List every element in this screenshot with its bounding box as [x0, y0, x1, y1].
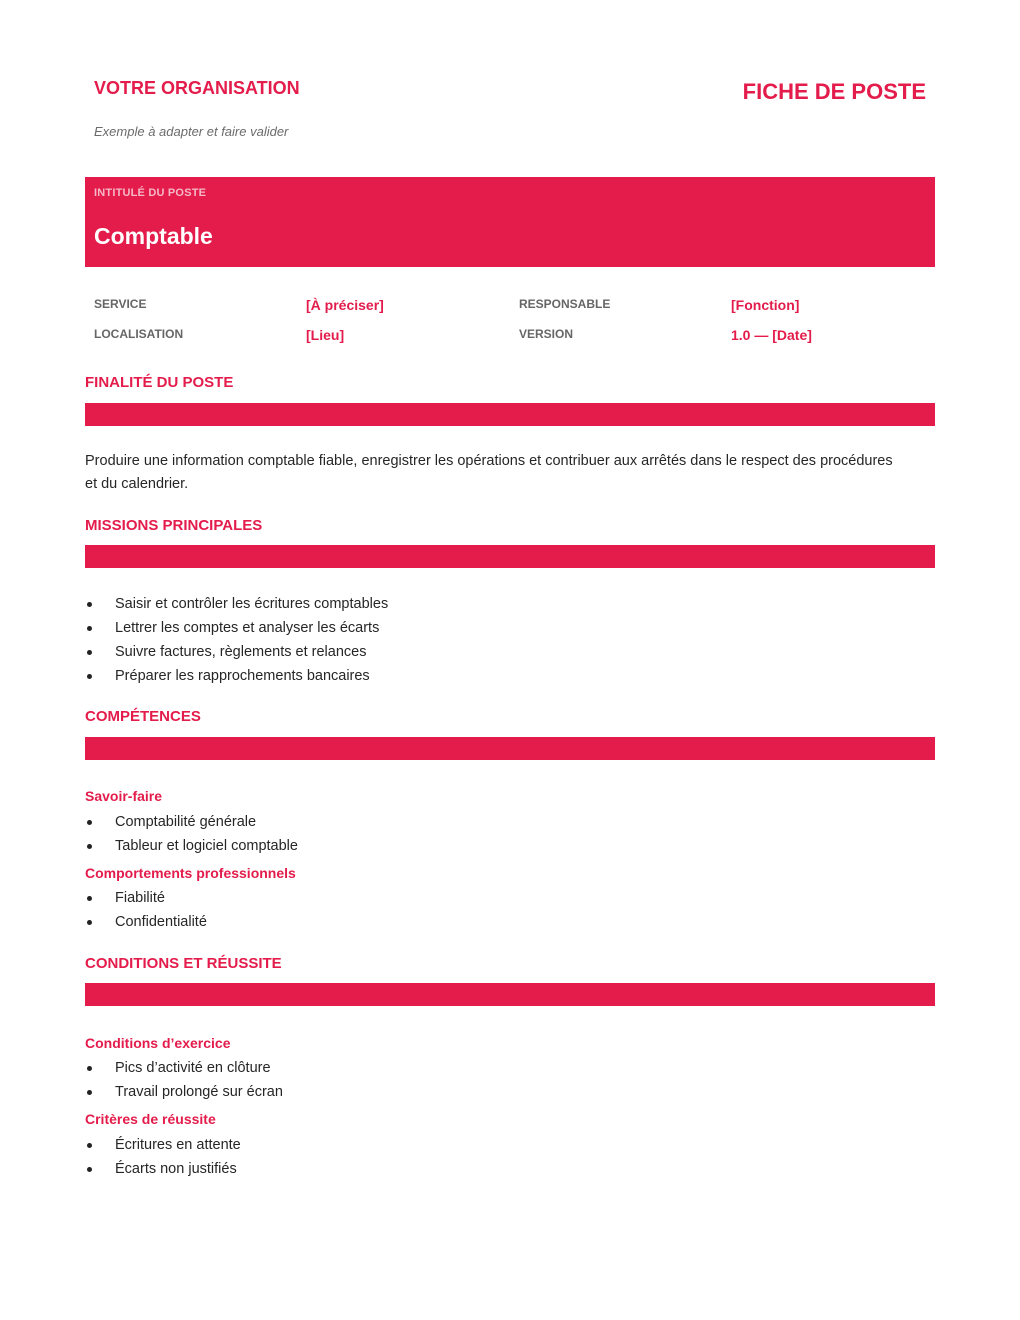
- bullet-icon: [87, 1066, 92, 1071]
- document-subtitle: Exemple à adapter et faire valider: [94, 124, 289, 139]
- bullet-icon: [87, 602, 92, 607]
- criteres-reussite-list: [85, 1133, 241, 1181]
- comportements-list: [85, 886, 207, 934]
- document-type-title: FICHE DE POSTE: [742, 79, 926, 104]
- list-item: Suivre factures, règlements et relances: [85, 640, 388, 664]
- bullet-icon: [87, 626, 92, 631]
- missions-section-bar: [85, 545, 935, 568]
- conditions-exercice-heading: Conditions d’exercice: [85, 1035, 231, 1051]
- criteres-reussite-heading: Critères de réussite: [85, 1111, 216, 1127]
- responsable-value: [Fonction]: [731, 297, 800, 313]
- comportements-heading: Comportements professionnels: [85, 865, 296, 881]
- list-item: Comptabilité générale: [85, 810, 298, 834]
- conditions-section-title: CONDITIONS ET RÉUSSITE: [85, 955, 282, 972]
- missions-section-title: MISSIONS PRINCIPALES: [85, 517, 263, 534]
- service-value: [À préciser]: [306, 297, 384, 313]
- bullet-icon: [87, 820, 92, 825]
- savoir-faire-list: [85, 810, 298, 858]
- bullet-icon: [87, 1167, 92, 1172]
- bullet-icon: [87, 896, 92, 901]
- version-label: VERSION: [519, 327, 574, 341]
- list-item: Travail prolongé sur écran: [85, 1080, 283, 1104]
- competences-section-bar: [85, 737, 935, 760]
- finalite-text: Produire une information comptable fiable, enregistrer les opérations et contribuer aux arrêtés dans le respect des procédures et du calendrier.: [85, 453, 893, 492]
- localisation-label: LOCALISATION: [94, 327, 184, 341]
- list-item: Écritures en attente: [85, 1133, 241, 1157]
- list-item: Écarts non justifiés: [85, 1157, 241, 1181]
- list-item: Lettrer les comptes et analyser les écarts: [85, 616, 388, 640]
- missions-list: [85, 592, 388, 688]
- job-title-banner: [85, 177, 935, 267]
- localisation-value: [Lieu]: [306, 327, 345, 343]
- list-item: Préparer les rapprochements bancaires: [85, 664, 388, 688]
- job-title-label: INTITULÉ DU POSTE: [94, 187, 207, 199]
- list-item: Fiabilité: [85, 886, 207, 910]
- responsable-label: RESPONSABLE: [519, 297, 611, 311]
- savoir-faire-heading: Savoir-faire: [85, 788, 163, 804]
- bullet-icon: [87, 1143, 92, 1148]
- bullet-icon: [87, 920, 92, 925]
- job-title: Comptable: [94, 223, 213, 249]
- finalite-section-bar: [85, 403, 935, 426]
- version-value: 1.0 — [Date]: [731, 327, 812, 343]
- service-label: SERVICE: [94, 297, 147, 311]
- finalite-section-title: FINALITÉ DU POSTE: [85, 374, 234, 391]
- bullet-icon: [87, 1090, 92, 1095]
- conditions-section-bar: [85, 983, 935, 1006]
- conditions-exercice-list: [85, 1056, 283, 1104]
- organization-name: VOTRE ORGANISATION: [94, 78, 300, 98]
- bullet-icon: [87, 674, 92, 679]
- list-item: Saisir et contrôler les écritures comptables: [85, 592, 388, 616]
- list-item: Pics d’activité en clôture: [85, 1056, 283, 1080]
- bullet-icon: [87, 844, 92, 849]
- competences-section-title: COMPÉTENCES: [85, 708, 201, 725]
- list-item: Tableur et logiciel comptable: [85, 834, 298, 858]
- list-item: Confidentialité: [85, 910, 207, 934]
- bullet-icon: [87, 650, 92, 655]
